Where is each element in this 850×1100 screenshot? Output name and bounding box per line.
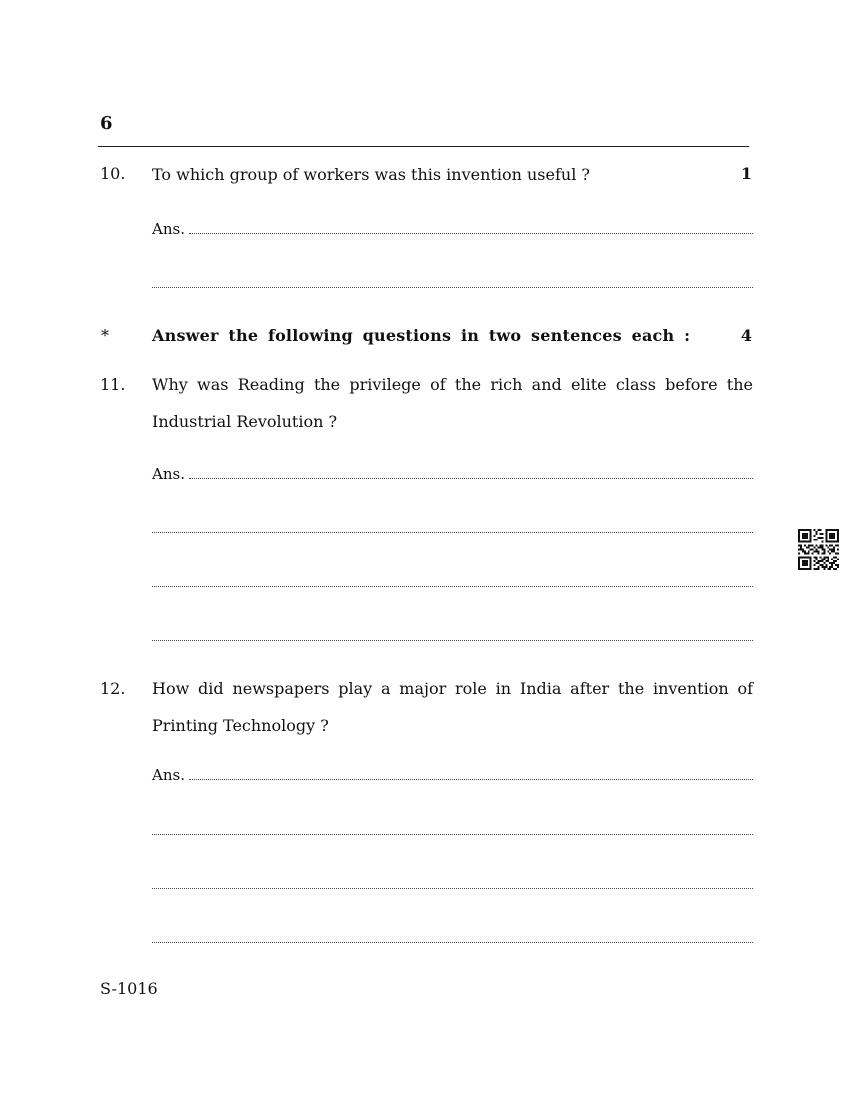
answer-line[interactable] — [152, 927, 753, 947]
question-10-text: To which group of workers was this invention useful ? — [152, 165, 590, 184]
page-number: 6 — [100, 113, 113, 134]
answer-line[interactable] — [152, 517, 753, 537]
dotted-line — [152, 532, 753, 533]
answer-line[interactable] — [152, 218, 753, 238]
question-12-text: How did newspapers play a major role in India after the invention of Printing Technology ? — [152, 679, 753, 735]
question-11-text: Why was Reading the privilege of the rich and elite class before the Industrial Revolution ? — [152, 375, 753, 431]
question-12-number: 12. — [100, 679, 126, 698]
dotted-line — [152, 942, 753, 943]
dotted-line — [189, 233, 753, 234]
answer-line[interactable] — [152, 463, 753, 483]
instruction-marker: * — [101, 326, 109, 345]
answer-line[interactable] — [152, 764, 753, 784]
answer-label: Ans. — [152, 766, 185, 784]
question-10-marks: 1 — [740, 164, 752, 183]
dotted-line — [152, 640, 753, 641]
answer-label: Ans. — [152, 465, 185, 483]
answer-line[interactable] — [152, 625, 753, 645]
qr-code-icon[interactable] — [798, 529, 839, 570]
answer-line[interactable] — [152, 272, 753, 292]
question-10-number: 10. — [100, 164, 126, 183]
answer-label: Ans. — [152, 220, 185, 238]
footer-code: S-1016 — [100, 979, 158, 998]
instruction-marks: 4 — [740, 326, 752, 345]
answer-line[interactable] — [152, 873, 753, 893]
dotted-line — [189, 779, 753, 780]
dotted-line — [152, 287, 753, 288]
dotted-line — [189, 478, 753, 479]
dotted-line — [152, 834, 753, 835]
question-11-number: 11. — [100, 375, 126, 394]
header-rule — [98, 146, 749, 147]
dotted-line — [152, 888, 753, 889]
dotted-line — [152, 586, 753, 587]
answer-line[interactable] — [152, 571, 753, 591]
answer-line[interactable] — [152, 819, 753, 839]
instruction-text: Answer the following questions in two sentences each : — [152, 326, 691, 345]
